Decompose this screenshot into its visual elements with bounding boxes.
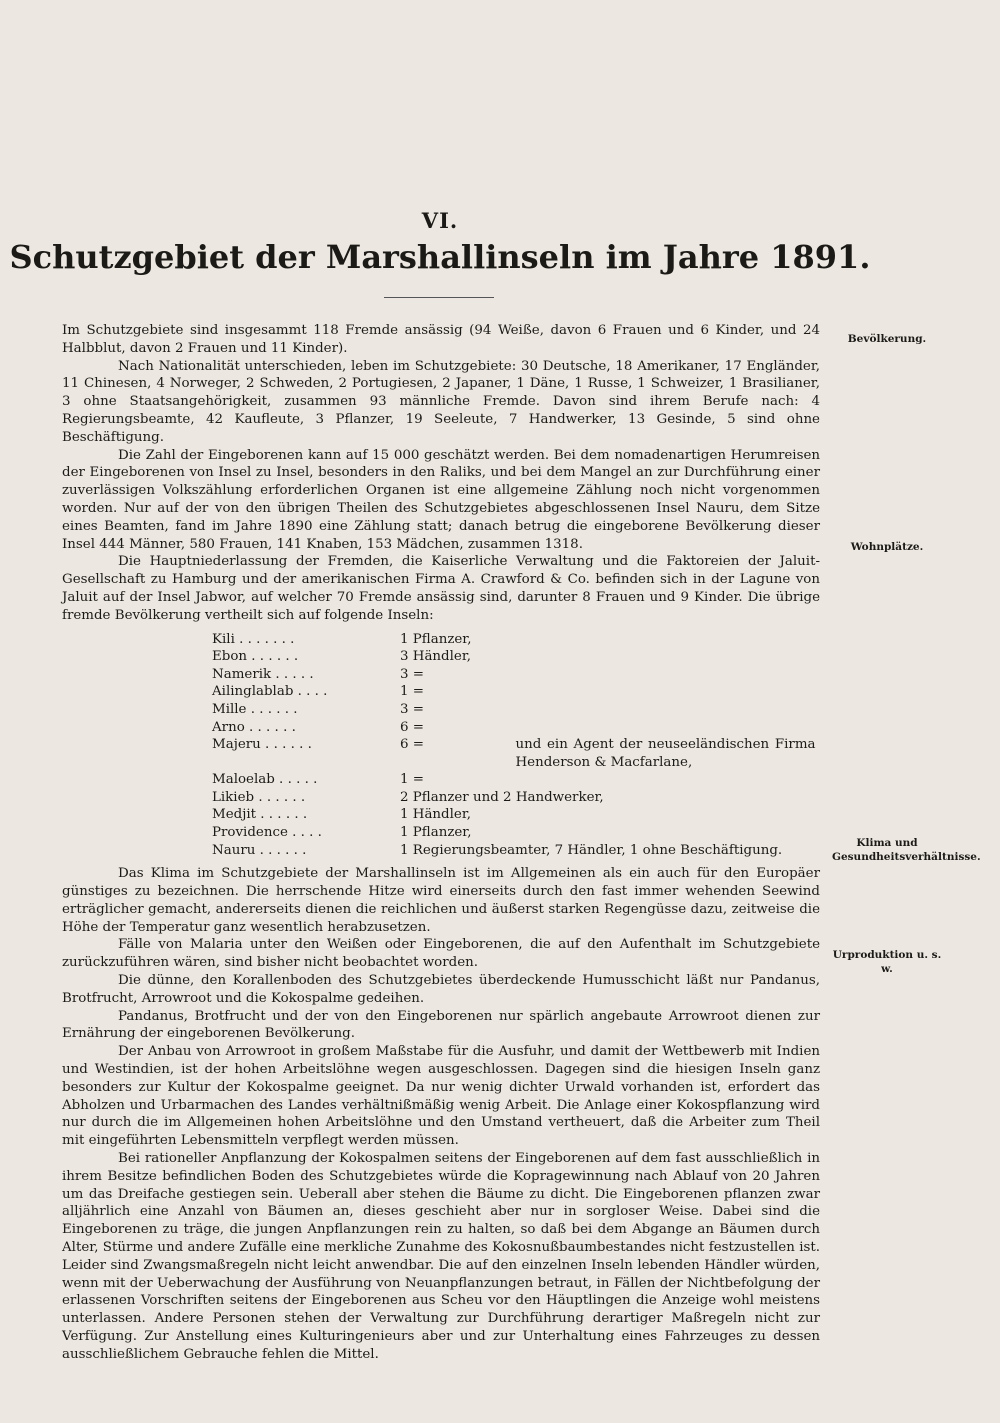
- body-text: [62, 322, 820, 1364]
- island-entry: 1 Händler,: [400, 807, 472, 823]
- list-item: [212, 648, 816, 666]
- list-item: [212, 631, 816, 649]
- island-entry: 3 Händler,: [400, 649, 472, 665]
- paragraph: Nach Nationalität unterschieden, leben im Schutzgebiete: 30 Deutsche, 18 Amerikaner, 17 Engländer, 11 Chinesen, 4 Norweger, 2 Schweden, 2 Portugiesen, 2 Japaner, 1 Däne, 1 Russe, 1 Schweizer, 1 Brasilianer, 3 ohne Staatsangehörigkeit, zusammen 93 männliche Fremde. Davon sind ihrem Berufe nach: 4 Regierungsbeamte, 42 Kaufleute, 3 Pflanzer, 19 Seeleute, 7 Handwerker, 13 Gesinde, 5 sind ohne Beschäftigung.: [62, 358, 820, 445]
- island-name: Maloelab . . . . .: [212, 772, 318, 788]
- island-name: Kili . . . . . . .: [212, 631, 295, 647]
- island-name: Ailinglablab . . . .: [212, 684, 328, 700]
- island-entry: 3 =: [400, 666, 424, 682]
- list-item: [212, 701, 816, 719]
- paragraph: Der Anbau von Arrowroot in großem Maßstabe für die Ausfuhr, und damit der Wettbewerb mit Indien und Westindien, ist der hohen Arbeitslöhne wegen ausgeschlossen. Dagegen sind die hiesigen Inseln ganz besonders zur Kultur der Kokospalme geeignet. Da nur wenig dichter Urwald vorhanden ist, erfordert das Abholzen und Urbarmachen des Landes verhältnißmäßig wenig Arbeit. Die Anlage einer Kokospflanzung wird nur durch die im Allgemeinen hohen Arbeitslöhne und den Umstand vertheuert, daß die Arbeiter zum Theil mit eingeführten Lebensmitteln verpflegt werden müssen.: [62, 1044, 820, 1149]
- paragraph: Fälle von Malaria unter den Weißen oder Eingeborenen, die auf den Aufenthalt im Schutzgebiete zurückzuführen wären, sind bisher nicht beobachtet worden.: [62, 937, 820, 971]
- island-note: [472, 824, 816, 842]
- island-entry: 6 =: [400, 737, 424, 753]
- island-name: Namerik . . . . .: [212, 666, 314, 682]
- island-note: [472, 771, 816, 789]
- list-item: [212, 789, 816, 807]
- chapter-number: VI.: [421, 208, 459, 233]
- island-note: [472, 701, 816, 719]
- island-note: [472, 719, 816, 737]
- island-note: [472, 806, 816, 824]
- list-item: [212, 719, 816, 737]
- list-item: [212, 842, 816, 860]
- island-name: Likieb . . . . . .: [212, 789, 306, 805]
- paragraph: Pandanus, Brotfrucht und der von den Eingeborenen nur spärlich angebaute Arrowroot dienen zur Ernährung der eingeborenen Bevölkerung.: [62, 1008, 820, 1042]
- list-item: [212, 666, 816, 684]
- paragraph: Das Klima im Schutzgebiete der Marshallinseln ist im Allgemeinen als ein auch für den Europäer günstiges zu bezeichnen. Die herrschende Hitze wird einerseits durch den fast immer wehenden Seewind erträglicher gemacht, andererseits dienen die reichlichen und äußerst starken Regengüsse dazu, zeitweise die Höhe der Temperatur ganz wesentlich herabzusetzen.: [62, 866, 820, 935]
- island-entry: 1 =: [400, 772, 424, 788]
- page-title: Schutzgebiet der Marshallinseln im Jahre 1891.: [9, 238, 871, 276]
- island-entry: 1 Pflanzer,: [400, 825, 472, 841]
- island-entry: 1 Regierungsbeamter, 7 Händler, 1 ohne Beschäftigung.: [400, 842, 783, 858]
- island-name: Majeru . . . . . .: [212, 737, 312, 753]
- island-entry: 3 =: [400, 701, 424, 717]
- list-item: [212, 824, 816, 842]
- paragraph: Im Schutzgebiete sind insgesammt 118 Fremde ansässig (94 Weiße, davon 6 Frauen und 6 Kinder, und 24 Halbblut, davon 2 Frauen und 11 Kinder).: [62, 323, 820, 356]
- island-name: Mille . . . . . .: [212, 701, 298, 717]
- list-item: [212, 683, 816, 701]
- island-entry: 6 =: [400, 719, 424, 735]
- island-name: Ebon . . . . . .: [212, 649, 299, 665]
- margin-note-climate: Klima und Gesundheitsverhältnisse.: [832, 837, 981, 863]
- island-note: und ein Agent der neuseeländischen Firma Henderson & Macfarlane,: [515, 737, 816, 770]
- island-entry: 1 =: [400, 684, 424, 700]
- island-name: Medjit . . . . . .: [212, 807, 308, 823]
- island-note: [472, 683, 816, 701]
- island-list: [212, 631, 816, 860]
- paragraph: Die Zahl der Eingeborenen kann auf 15 000 geschätzt werden. Bei dem nomadenartigen Herumreisen der Eingeborenen von Insel zu Insel, besonders in den Raliks, und bei dem Mangel an zur Durchführung einer zuverlässigen Volkszählung erforderlichen Organen ist eine allgemeine Zählung noch nicht vorgenommen worden. Nur auf der von den übrigen Theilen des Schutzgebietes abgeschlossenen Insel Nauru, dem Sitze eines Beamten, fand im Jahre 1890 eine Zählung statt; danach betrug die eingeborene Bevölkerung dieser Insel 444 Männer, 580 Frauen, 141 Knaben, 153 Mädchen, zusammen 1318.: [62, 447, 820, 552]
- island-name: Nauru . . . . . .: [212, 842, 307, 858]
- margin-note-settlements: Wohnplätze.: [850, 541, 924, 553]
- margin-note-production: Urproduktion u. s. w.: [832, 949, 942, 975]
- island-note: [472, 648, 816, 666]
- paragraph: Bei rationeller Anpflanzung der Kokospalmen seitens der Eingeborenen auf dem fast ausschließlich in ihrem Besitze befindlichen Boden des Schutzgebietes würde die Kopragewinnung nach Ablauf von 20 Jahren um das Dreifache gestiegen sein. Ueberall aber stehen die Bäume zu dicht. Die Eingeborenen pflanzen zwar alljährlich eine Anzahl von Bäumen an, dieses geschieht aber nur in sorgloser Weise. Dabei sind die Eingeborenen zu träge, die jungen Anpflanzungen rein zu halten, so daß bei dem Abgange an Bäumen durch Alter, Stürme und andere Zufälle eine merkliche Zunahme des Kokosnußbaumbestandes nicht festzustellen ist. Leider sind Zwangsmaßregeln nicht leicht anwendbar. Die auf den einzelnen Inseln lebenden Händler würden, wenn mit der Ueberwachung der Ausführung von Neuanpflanzungen betraut, in Fällen der Nichtbefolgung der erlassenen Vorschriften seitens der Eingeborenen aus Scheu vor den Häuptlingen die Anzeige wohl meistens unterlassen. Andere Personen stehen der Verwaltung zur Durchführung derartiger Maßregeln nicht zur Verfügung. Zur Anstellung eines Kulturingenieurs aber und zur Unterhaltung eines Fahrzeuges zu dessen ausschließlichem Gebrauche fehlen die Mittel.: [62, 1151, 820, 1362]
- island-entry: 2 Pflanzer und 2 Handwerker,: [400, 789, 604, 805]
- island-note: [472, 666, 816, 684]
- list-item: [212, 771, 816, 789]
- title-divider: [384, 297, 494, 298]
- paragraph: Die Hauptniederlassung der Fremden, die Kaiserliche Verwaltung und die Faktoreien der Jaluit-Gesellschaft zu Hamburg und der amerikanischen Firma A. Crawford & Co. befinden sich in der Lagune von Jaluit auf der Insel Jabwor, auf welcher 70 Fremde ansässig sind, darunter 8 Frauen und 9 Kinder. Die übrige fremde Bevölkerung vertheilt sich auf folgende Inseln:: [62, 554, 820, 623]
- island-entry: 1 Pflanzer,: [400, 631, 472, 647]
- margin-note-population: Bevölkerung.: [847, 333, 927, 345]
- paragraph: Die dünne, den Korallenboden des Schutzgebietes überdeckende Humusschicht läßt nur Pandanus, Brotfrucht, Arrowroot und die Kokospalme gedeihen.: [62, 973, 820, 1006]
- island-note: [472, 631, 816, 649]
- island-name: Arno . . . . . .: [212, 719, 296, 735]
- island-name: Providence . . . .: [212, 825, 322, 841]
- list-item: [212, 806, 816, 824]
- list-item: [212, 736, 816, 771]
